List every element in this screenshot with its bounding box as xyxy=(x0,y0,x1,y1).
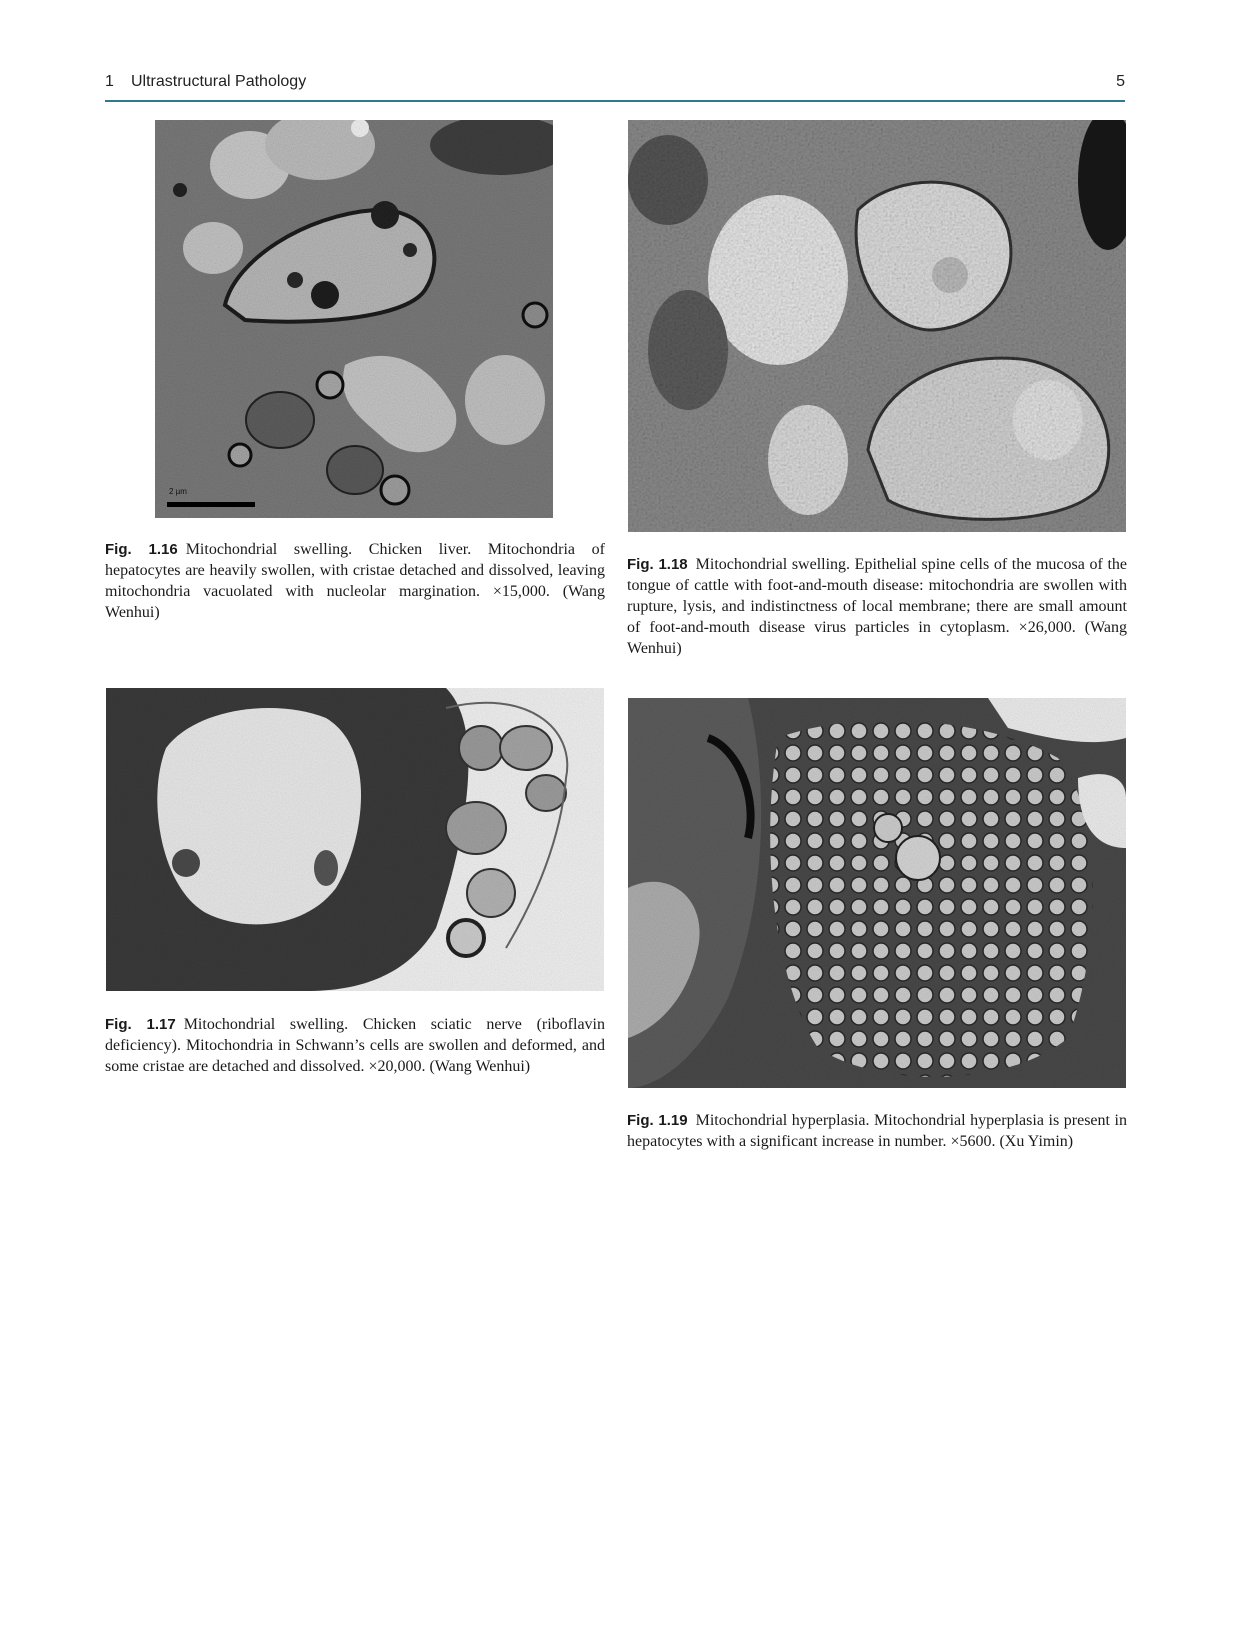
figure-1-19-caption xyxy=(627,1110,1127,1152)
page-number: 5 xyxy=(1116,73,1125,90)
figure-1-18-caption xyxy=(627,554,1127,659)
figure-label: Fig. 1.17 xyxy=(105,1016,176,1033)
caption-text: Mitochondrial swelling. Chicken sciatic nerve (riboflavin deficiency). Mitochondria in Schwann’s cells are swollen and deformed, and some cristae are detached and dissolved. ×20,000. (Wang Wenhui) xyxy=(105,1016,605,1075)
chapter-number: 1 xyxy=(105,73,114,90)
caption-text: Mitochondrial hyperplasia. Mitochondrial hyperplasia is present in hepatocytes with a significant increase in number. ×5600. (Xu Yimin) xyxy=(627,1112,1127,1150)
figure-label: Fig. 1.19 xyxy=(627,1112,688,1129)
figure-1-16-caption xyxy=(105,539,605,623)
caption-text: Mitochondrial swelling. Epithelial spine cells of the mucosa of the tongue of cattle with foot-and-mouth disease: mitochondria are swollen with rupture, lysis, and indistinctness of local membrane; there are small amount of foot-and-mouth disease virus particles in cytoplasm. ×26,000. (Wang Wenhui) xyxy=(627,556,1127,657)
figure-1-16-micrograph xyxy=(155,120,553,518)
figure-label: Fig. 1.16 xyxy=(105,541,178,558)
figure-1-17-micrograph xyxy=(106,688,604,991)
caption-text: Mitochondrial swelling. Chicken liver. Mitochondria of hepatocytes are heavily swollen, with cristae detached and dissolved, leaving mitochondria vacuolated with nucleolar margination. ×15,000. (Wang Wenhui) xyxy=(105,541,605,621)
figure-1-19-micrograph xyxy=(628,698,1126,1088)
chapter-title: Ultrastructural Pathology xyxy=(131,73,307,90)
figure-label: Fig. 1.18 xyxy=(627,556,688,573)
running-header xyxy=(105,70,1125,102)
figure-1-18-micrograph xyxy=(628,120,1126,532)
figure-1-17-caption xyxy=(105,1014,605,1077)
scale-bar-label: 2 µm xyxy=(169,487,187,496)
